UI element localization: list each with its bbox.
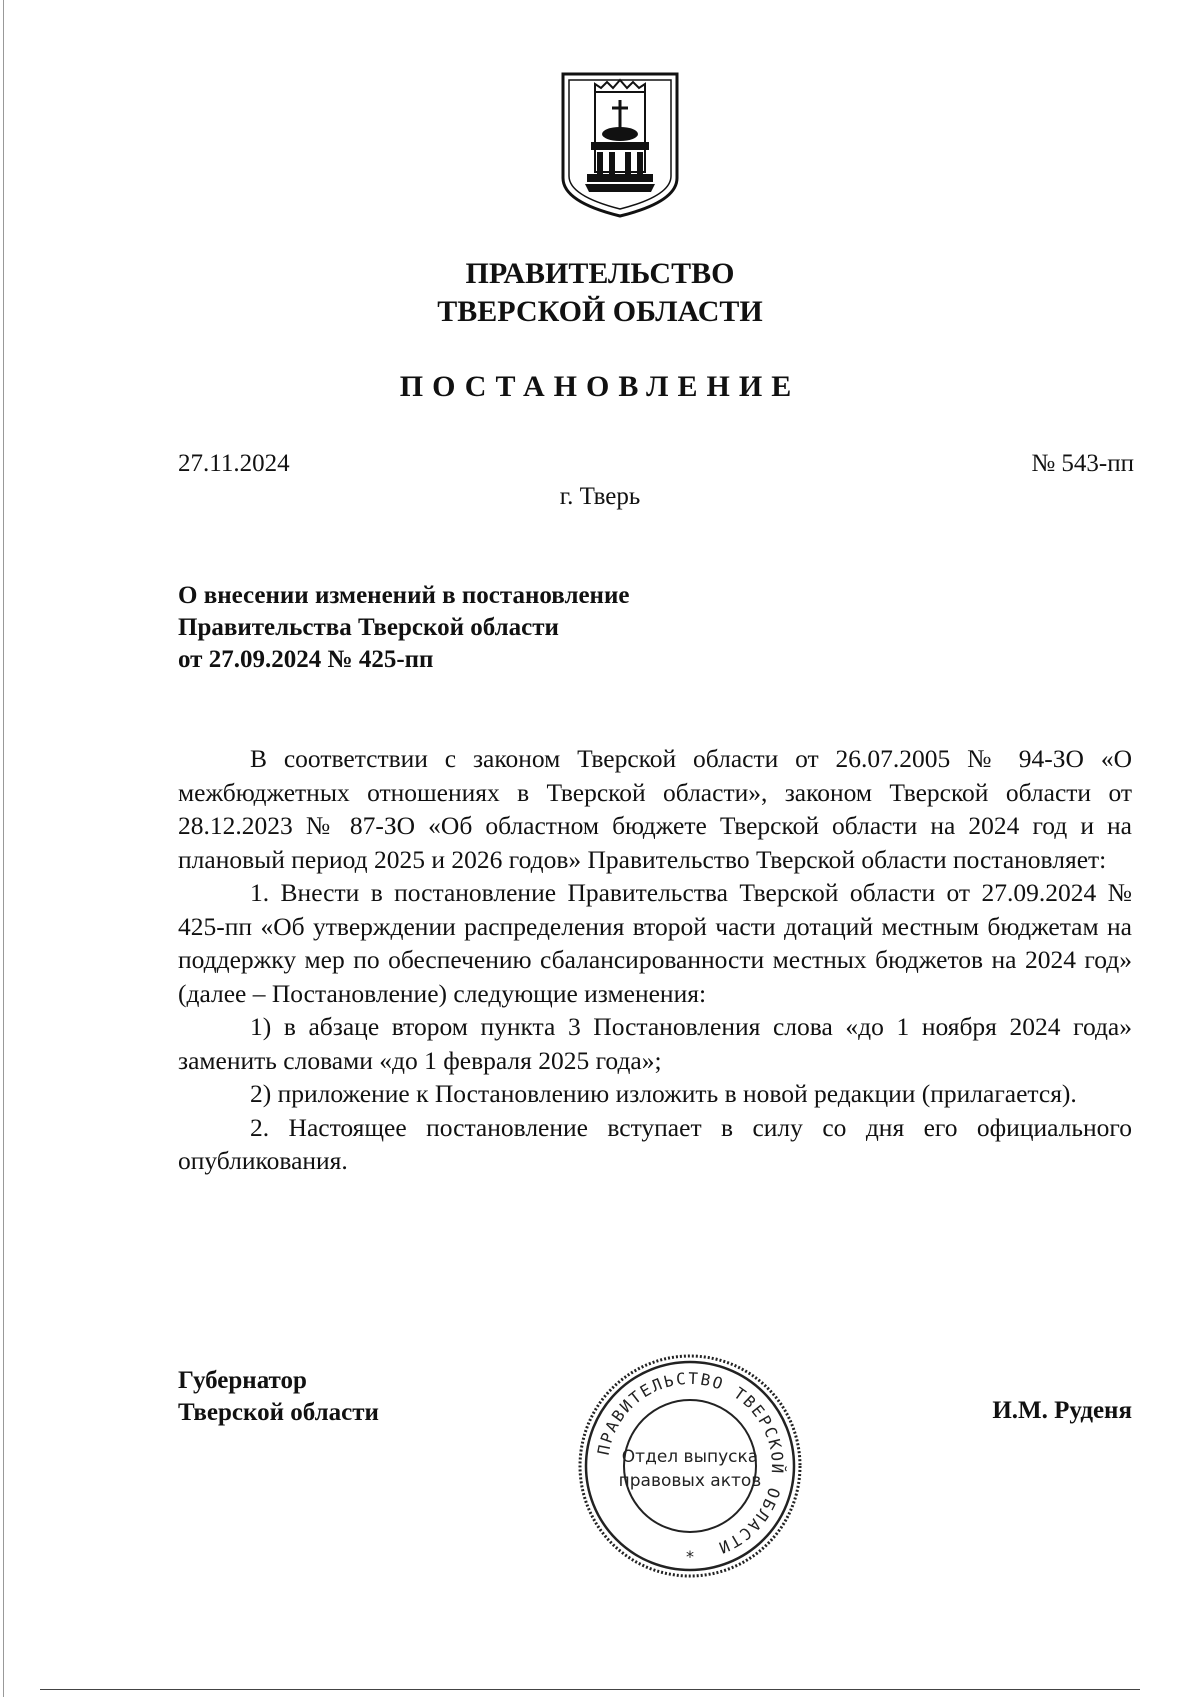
- government-name: [0, 255, 1200, 331]
- government-name-line2: ТВЕРСКОЙ ОБЛАСТИ: [437, 295, 763, 328]
- body-paragraph-subitem1: 1) в абзаце втором пункта 3 Постановления слова «до 1 ноября 2024 года» заменить словами «до 1 февраля 2025 года»;: [178, 1012, 1132, 1075]
- document-date: 27.11.2024: [178, 450, 290, 477]
- subject-line1: О внесении изменений в постановление: [178, 582, 630, 609]
- stamp-star-mark: *: [686, 1547, 694, 1566]
- document-number: № 543-пп: [1031, 450, 1134, 477]
- signatory-title: [178, 1365, 379, 1429]
- scan-bottom-line: [40, 1689, 1140, 1690]
- body-paragraph-item1: 1. Внести в постановление Правительства Тверской области от 27.09.2024 № 425-пп «Об утверждении распределения второй части дотаций местным бюджетам на поддержку мер по обеспечению сбалансированности местных бюджетов на 2024 год» (далее – Постановление) следующие изменения:: [178, 878, 1132, 1008]
- stamp-center-line1: Отдел выпуска: [621, 1447, 759, 1467]
- body-paragraph-preamble: В соответствии с законом Тверской области от 26.07.2005 № 94-ЗО «О межбюджетных отношениях в Тверской области», законом Тверской области от 28.12.2023 № 87-ЗО «Об областном бюджете Тверской области на 2024 год и на плановый период 2025 и 2026 годов» Правительство Тверской области постановляет:: [178, 744, 1132, 874]
- document-city: г. Тверь: [559, 483, 641, 510]
- official-stamp: [574, 1350, 806, 1582]
- body-paragraph-subitem2: 2) приложение к Постановлению изложить в новой редакции (прилагается).: [250, 1079, 1077, 1108]
- stamp-center-line2: правовых актов: [618, 1471, 762, 1491]
- stamp-ring-text: ПРАВИТЕЛЬСТВО ТВЕРСКОЙ ОБЛАСТИ: [593, 1368, 788, 1558]
- document-subject: [178, 580, 798, 676]
- body-paragraph-item2: 2. Настоящее постановление вступает в силу со дня его официального опубликования.: [178, 1112, 1132, 1175]
- coat-of-arms-emblem: [557, 70, 683, 220]
- document-type: ПОСТАНОВЛЕНИЕ: [399, 370, 801, 403]
- signatory-title-line2: Тверской области: [178, 1399, 379, 1426]
- subject-line3: от 27.09.2024 № 425-пп: [178, 646, 434, 673]
- subject-line2: Правительства Тверской области: [178, 614, 559, 641]
- document-body: [178, 742, 1132, 1178]
- signatory-name: И.М. Руденя: [992, 1397, 1132, 1424]
- signatory-title-line1: Губернатор: [178, 1367, 307, 1394]
- government-name-line1: ПРАВИТЕЛЬСТВО: [465, 257, 735, 290]
